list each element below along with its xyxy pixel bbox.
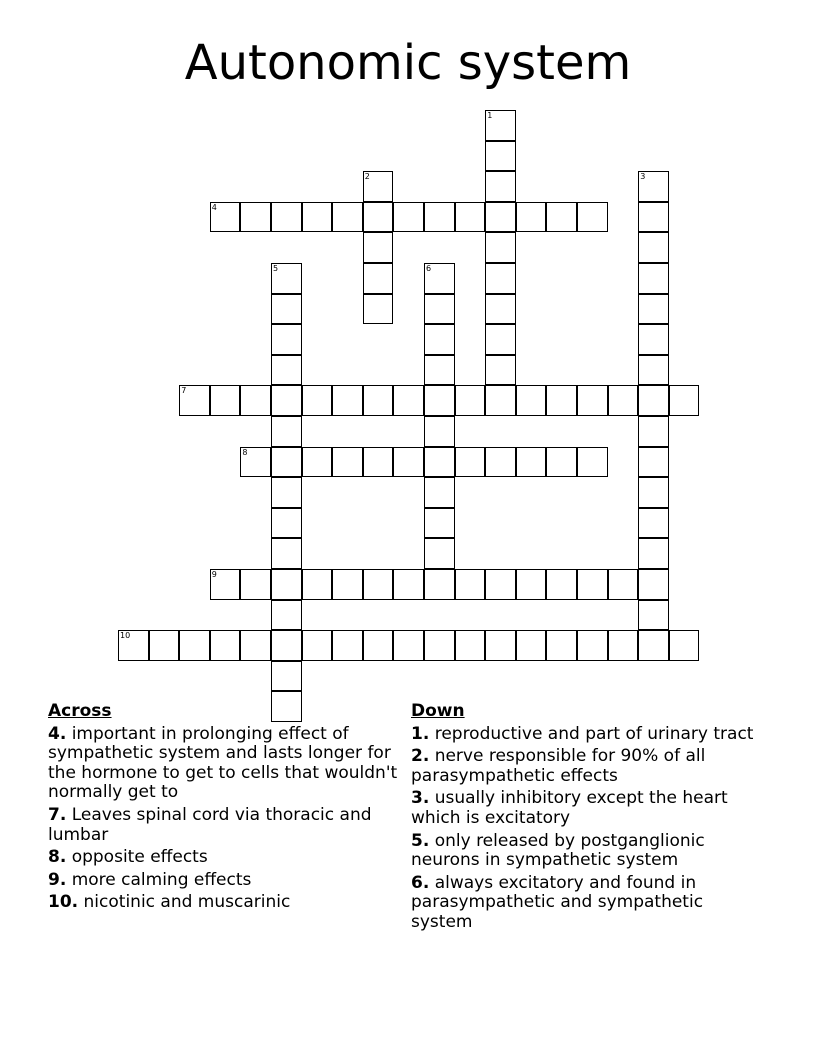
grid-cell[interactable] [424,477,455,508]
clue-across-7 [48,806,404,845]
page-title: Autonomic system [184,35,632,91]
grid-cell[interactable] [210,569,241,600]
grid-cell[interactable] [577,630,608,661]
grid-cell[interactable] [271,569,302,600]
grid-cell[interactable] [302,569,333,600]
grid-cell[interactable] [424,569,455,600]
down-heading: Down [411,701,465,721]
grid-cell[interactable] [424,355,455,386]
grid-cell[interactable] [546,385,577,416]
grid-cell[interactable] [302,202,333,233]
grid-cell[interactable] [455,630,486,661]
grid-cell[interactable] [516,385,547,416]
grid-cell[interactable] [210,202,241,233]
grid-cell[interactable] [485,141,516,172]
clue-text: only released by postganglionic neurons in sympathetic system [411,830,705,871]
grid-cell[interactable] [363,263,394,294]
grid-cell[interactable] [638,569,669,600]
grid-cell[interactable] [638,477,669,508]
across-clues [48,702,404,916]
grid-cell[interactable] [608,385,639,416]
clue-across-10 [48,893,404,913]
grid-cell[interactable] [638,508,669,539]
grid-cell[interactable] [424,416,455,447]
cell-number: 5 [273,264,279,273]
grid-cell[interactable] [608,569,639,600]
clue-text: Leaves spinal cord via thoracic and lumbar [48,804,372,845]
across-heading: Across [48,701,112,721]
grid-cell[interactable] [332,202,363,233]
grid-cell[interactable] [271,263,302,294]
grid-cell[interactable] [363,569,394,600]
grid-cell[interactable] [271,202,302,233]
grid-cell[interactable] [332,385,363,416]
down-clues [411,702,761,936]
grid-cell[interactable] [485,324,516,355]
grid-cell[interactable] [393,447,424,478]
grid-cell[interactable] [669,385,700,416]
grid-cell[interactable] [302,385,333,416]
clue-number: 6. [411,872,430,893]
grid-cell[interactable] [638,447,669,478]
grid-cell[interactable] [240,202,271,233]
grid-cell[interactable] [271,600,302,631]
cell-number: 7 [181,386,187,396]
cell-number: 10 [120,631,131,641]
cell-number: 2 [364,172,370,182]
clue-down-1 [411,725,761,745]
clue-down-5 [411,832,761,871]
clue-text: opposite effects [71,847,208,868]
grid-cell[interactable] [485,447,516,478]
clue-number: 2. [411,746,430,767]
grid-cell[interactable] [363,294,394,325]
cell-number: 6 [426,264,432,273]
grid-cell[interactable] [149,630,180,661]
grid-cell[interactable] [179,385,210,416]
grid-cell[interactable] [546,630,577,661]
grid-cell[interactable] [393,385,424,416]
clue-number: 3. [411,788,430,809]
grid-cell[interactable] [271,294,302,325]
clue-down-3 [411,789,761,828]
cell-number: 8 [242,447,248,457]
grid-cell[interactable] [577,447,608,478]
grid-cell[interactable] [302,630,333,661]
grid-cell[interactable] [638,263,669,294]
grid-cell[interactable] [516,202,547,233]
grid-cell[interactable] [485,171,516,202]
grid-cell[interactable] [638,294,669,325]
grid-cell[interactable] [577,569,608,600]
grid-cell[interactable] [271,324,302,355]
clue-text: important in prolonging effect of sympathetic system and lasts longer for the hormone to get to cells that wouldn't normally get to [48,723,398,803]
cell-number: 3 [640,172,646,182]
grid-cell[interactable] [485,294,516,325]
grid-cell[interactable] [424,202,455,233]
grid-cell[interactable] [271,630,302,661]
grid-cell[interactable] [271,355,302,386]
grid-cell[interactable] [638,630,669,661]
clue-down-6 [411,874,761,933]
grid-cell[interactable] [485,232,516,263]
grid-cell[interactable] [638,385,669,416]
grid-cell[interactable] [455,447,486,478]
clue-down-2 [411,747,761,786]
clue-number: 4. [48,723,67,744]
grid-cell[interactable] [424,294,455,325]
clue-text: usually inhibitory except the heart which is excitatory [411,788,728,828]
grid-cell[interactable] [210,630,241,661]
grid-cell[interactable] [455,385,486,416]
grid-cell[interactable] [638,202,669,233]
grid-cell[interactable] [271,508,302,539]
grid-cell[interactable] [485,385,516,416]
clue-text: nerve responsible for 90% of all parasympathetic effects [411,746,706,786]
grid-cell[interactable] [210,385,241,416]
grid-cell[interactable] [638,355,669,386]
grid-cell[interactable] [516,447,547,478]
grid-cell[interactable] [577,202,608,233]
grid-cell[interactable] [363,385,394,416]
grid-cell[interactable] [546,569,577,600]
grid-cell[interactable] [363,630,394,661]
clue-text: nicotinic and muscarinic [83,892,291,913]
grid-cell[interactable] [638,232,669,263]
grid-cell[interactable] [240,569,271,600]
grid-cell[interactable] [485,630,516,661]
grid-cell[interactable] [424,263,455,294]
grid-cell[interactable] [546,447,577,478]
grid-cell[interactable] [424,385,455,416]
grid-cell[interactable] [363,232,394,263]
cell-number: 9 [211,570,217,579]
clue-across-4 [48,725,404,803]
clue-text: more calming effects [71,869,252,890]
grid-cell[interactable] [332,447,363,478]
grid-cell[interactable] [485,263,516,294]
clue-across-8 [48,848,404,868]
grid-cell[interactable] [424,447,455,478]
grid-cell[interactable] [516,569,547,600]
clue-number: 5. [411,830,430,851]
cell-number: 4 [211,202,217,212]
grid-cell[interactable] [363,202,394,233]
grid-cell[interactable] [240,447,271,478]
clue-text: always excitatory and found in parasympathetic and sympathetic system [411,872,704,932]
grid-cell[interactable] [363,171,394,202]
clue-number: 8. [48,847,67,868]
grid-cell[interactable] [393,202,424,233]
grid-cell[interactable] [638,600,669,631]
grid-cell[interactable] [393,630,424,661]
grid-cell[interactable] [424,538,455,569]
grid-cell[interactable] [302,447,333,478]
clue-number: 1. [411,723,430,744]
grid-cell[interactable] [638,324,669,355]
grid-cell[interactable] [271,447,302,478]
grid-cell[interactable] [455,202,486,233]
grid-cell[interactable] [485,110,516,141]
clue-across-9 [48,871,404,891]
grid-cell[interactable] [516,630,547,661]
grid-cell[interactable] [332,630,363,661]
grid-cell[interactable] [271,416,302,447]
grid-cell[interactable] [546,202,577,233]
clue-number: 7. [48,804,67,825]
cell-number: 1 [487,111,493,120]
grid-cell[interactable] [424,508,455,539]
grid-cell[interactable] [669,630,700,661]
grid-cell[interactable] [363,447,394,478]
grid-cell[interactable] [608,630,639,661]
grid-cell[interactable] [240,630,271,661]
grid-cell[interactable] [577,385,608,416]
grid-cell[interactable] [240,385,271,416]
grid-cell[interactable] [332,569,363,600]
grid-cell[interactable] [638,171,669,202]
grid-cell[interactable] [638,416,669,447]
grid-cell[interactable] [485,202,516,233]
grid-cell[interactable] [424,630,455,661]
clue-number: 9. [48,869,67,890]
clue-number: 10. [48,892,79,913]
grid-cell[interactable] [271,538,302,569]
grid-cell[interactable] [485,569,516,600]
grid-cell[interactable] [393,569,424,600]
grid-cell[interactable] [271,661,302,692]
clue-text: reproductive and part of urinary tract [434,723,754,744]
grid-cell[interactable] [118,630,149,661]
grid-cell[interactable] [271,385,302,416]
grid-cell[interactable] [179,630,210,661]
grid-cell[interactable] [271,477,302,508]
grid-cell[interactable] [485,355,516,386]
grid-cell[interactable] [638,538,669,569]
grid-cell[interactable] [424,324,455,355]
grid-cell[interactable] [455,569,486,600]
